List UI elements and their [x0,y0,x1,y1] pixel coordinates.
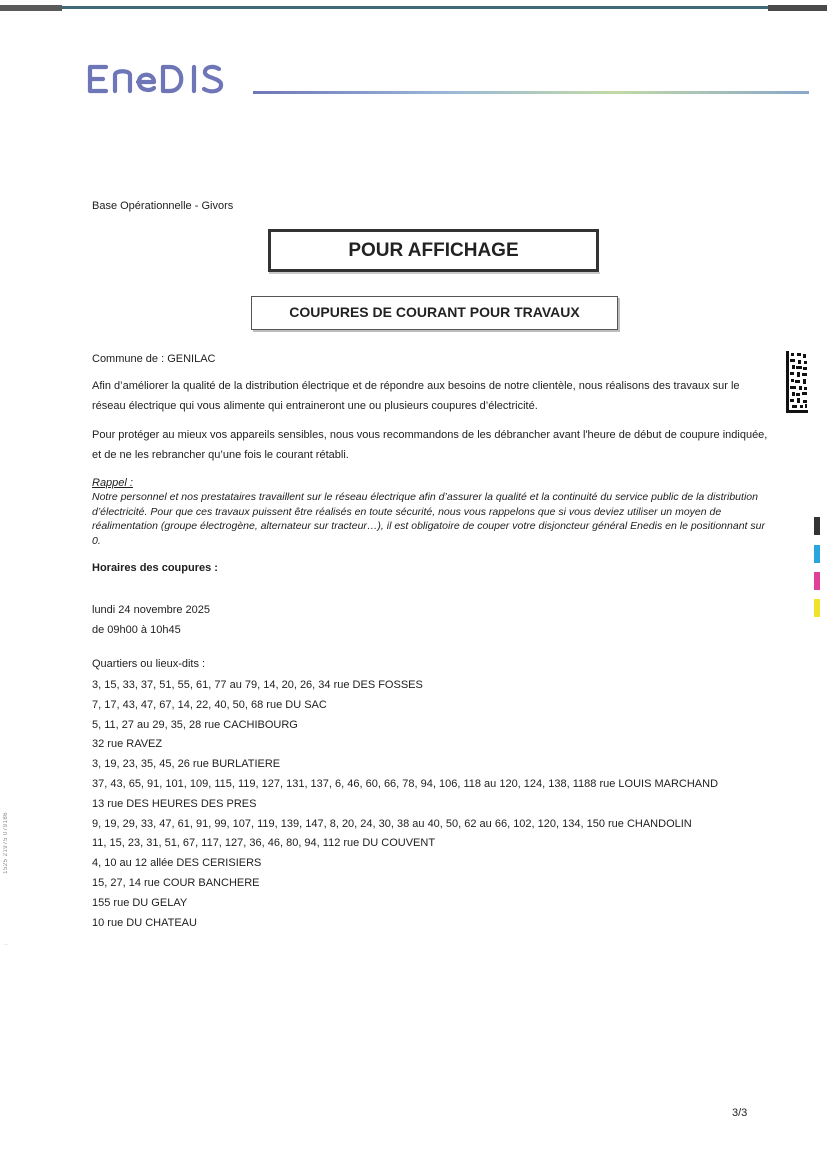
street-item: 7, 17, 43, 47, 67, 14, 22, 40, 50, 68 rue DU SAC [92,698,327,711]
street-item: 13 rue DES HEURES DES PRES [92,797,257,810]
advice-paragraph: Pour protéger au mieux vos appareils sensibles, nous vous recommandons de les débrancher avant l'heure de début de coupure indiquée, et de ne les rebrancher qu’une fois le courant rétabli. [92,429,768,461]
title-pour-affichage: POUR AFFICHAGE [268,229,599,272]
margin-print-code: 1525 21975 079186 [3,812,9,874]
page-number: 3/3 [732,1107,748,1119]
quartiers-title: Quartiers ou lieux-dits : [92,658,206,670]
rappel-title: Rappel : [92,477,133,489]
street-item: 3, 15, 33, 37, 51, 55, 61, 77 au 79, 14, 20, 26, 34 rue DES FOSSES [92,679,423,691]
street-item: 5, 11, 27 au 29, 35, 28 rue CACHIBOURG [92,718,298,731]
street-list [92,676,718,933]
rappel-text: Notre personnel et nos prestataires travaillent sur le réseau électrique afin d’assurer la qualité et la continuité du service public de la distribution d’électricité. Pour que ces travaux puissent être réalisés en toute sécurité, nous vous rappelons que si vous deviez utiliser un moyen de réalimentation (groupe électrogène, alternateur sur tracteur…), il est obligatoire de couper votre disjoncteur général Enedis en le positionnant sur 0. [92,491,765,547]
street-item: 37, 43, 65, 91, 101, 109, 115, 119, 127, 131, 137, 6, 46, 60, 66, 78, 94, 106, 118 au 120, 124, 138, 1188 rue LOUIS MARCHAND [92,777,719,790]
enedis-logo [86,62,242,96]
intro-paragraph: Afin d’améliorer la qualité de la distribution électrique et de répondre aux besoins de notre clientèle, nous réalisons des travaux sur le réseau électrique qui vous alimente qui entraineront une ou plusieurs coupures d’électricité. [92,380,740,412]
schedule-date: lundi 24 novembre 2025 [92,604,211,616]
top-scan-border [0,5,827,11]
horaires-title: Horaires des coupures : [92,562,218,574]
street-item: 32 rue RAVEZ [92,738,163,751]
registration-mark-cyan [814,545,820,563]
datamatrix-code [786,351,808,413]
commune-label: Commune de : GENILAC [92,353,216,365]
title-coupures: COUPURES DE COURANT POUR TRAVAUX [251,296,618,330]
registration-mark-black [814,517,820,535]
street-item: 9, 19, 29, 33, 47, 61, 91, 99, 107, 119, 139, 147, 8, 20, 24, 30, 38 au 40, 50, 62 au 66, 102, 120, 134, 150 rue CHANDOLIN [92,817,692,830]
registration-mark-yellow [814,599,820,617]
registration-mark-magenta [814,572,820,590]
street-item: 3, 19, 23, 35, 45, 26 rue BURLATIERE [92,758,281,771]
street-item: 4, 10 au 12 allée DES CERISIERS [92,857,262,870]
margin-dot: ·· [4,942,8,948]
schedule-time: de 09h00 à 10h45 [92,624,181,636]
street-item: 10 rue DU CHATEAU [92,916,197,929]
street-item: 15, 27, 14 rue COUR BANCHERE [92,876,260,889]
base-operationnelle: Base Opérationnelle - Givors [92,200,234,212]
schedule [92,600,210,640]
street-item: 155 rue DU GELAY [92,896,188,909]
street-item: 11, 15, 23, 31, 51, 67, 117, 127, 36, 46, 80, 94, 112 rue DU COUVENT [92,837,436,850]
logo-underline [253,91,809,94]
